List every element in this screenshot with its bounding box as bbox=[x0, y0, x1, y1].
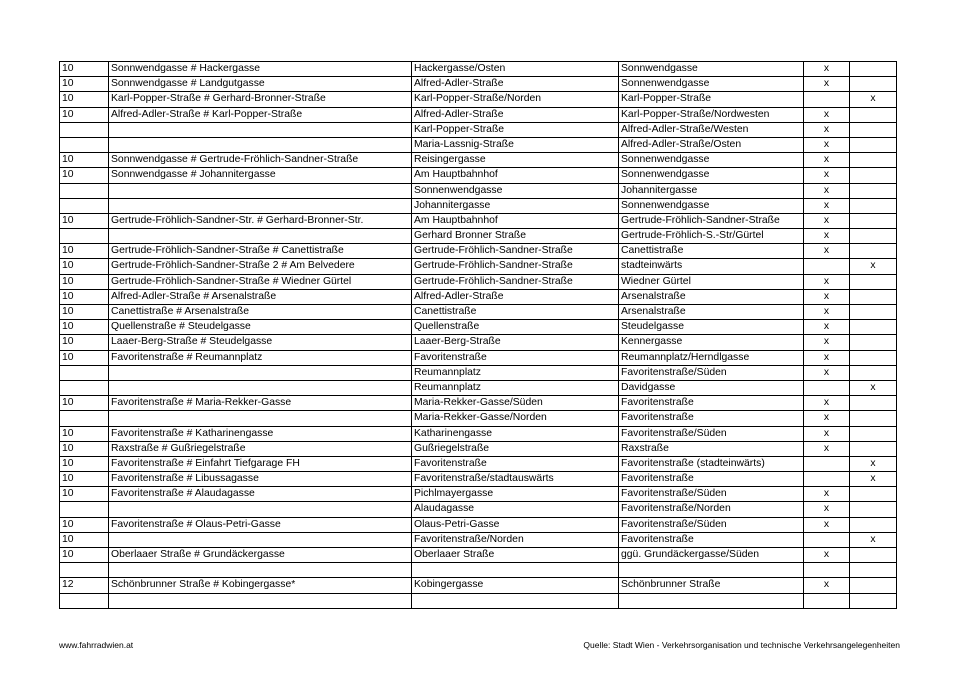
mark-b-cell bbox=[850, 396, 897, 411]
intersection-cell: Sonnwendgasse # Johannitergasse bbox=[109, 168, 412, 183]
from-street-cell: Favoritenstraße bbox=[412, 456, 619, 471]
mark-a-cell: x bbox=[804, 517, 850, 532]
district-cell: 10 bbox=[60, 305, 109, 320]
mark-a-cell: x bbox=[804, 365, 850, 380]
from-street-cell: Sonnenwendgasse bbox=[412, 183, 619, 198]
intersection-cell bbox=[109, 183, 412, 198]
mark-a-cell: x bbox=[804, 411, 850, 426]
mark-a-cell bbox=[804, 472, 850, 487]
mark-a-cell: x bbox=[804, 487, 850, 502]
to-street-cell: Sonnenwendgasse bbox=[619, 198, 804, 213]
to-street-cell: Steudelgasse bbox=[619, 320, 804, 335]
table-row bbox=[60, 183, 897, 198]
mark-a-cell bbox=[804, 456, 850, 471]
intersection-cell bbox=[109, 122, 412, 137]
table-row bbox=[60, 472, 897, 487]
district-cell: 10 bbox=[60, 350, 109, 365]
table-row bbox=[60, 320, 897, 335]
intersection-cell: Favoritenstraße # Einfahrt Tiefgarage FH bbox=[109, 456, 412, 471]
mark-a-cell: x bbox=[804, 198, 850, 213]
to-street-cell: Gertrude-Fröhlich-S.-Str/Gürtel bbox=[619, 229, 804, 244]
mark-b-cell bbox=[850, 502, 897, 517]
from-street-cell: Hackergasse/Osten bbox=[412, 62, 619, 77]
mark-a-cell: x bbox=[804, 289, 850, 304]
intersection-cell: Favoritenstraße # Libussagasse bbox=[109, 472, 412, 487]
table-body bbox=[60, 62, 897, 609]
mark-b-cell bbox=[850, 350, 897, 365]
district-cell bbox=[60, 502, 109, 517]
to-street-cell: stadteinwärts bbox=[619, 259, 804, 274]
mark-a-cell: x bbox=[804, 122, 850, 137]
from-street-cell: Favoritenstraße/Norden bbox=[412, 532, 619, 547]
intersection-cell bbox=[109, 137, 412, 152]
from-street-cell: Maria-Rekker-Gasse/Norden bbox=[412, 411, 619, 426]
district-cell: 10 bbox=[60, 259, 109, 274]
mark-a-cell bbox=[804, 563, 850, 578]
table-row bbox=[60, 229, 897, 244]
table-row bbox=[60, 305, 897, 320]
district-cell bbox=[60, 198, 109, 213]
mark-a-cell bbox=[804, 92, 850, 107]
from-street-cell: Quellenstraße bbox=[412, 320, 619, 335]
mark-a-cell bbox=[804, 532, 850, 547]
to-street-cell: Arsenalstraße bbox=[619, 305, 804, 320]
from-street-cell: Maria-Rekker-Gasse/Süden bbox=[412, 396, 619, 411]
intersection-cell bbox=[109, 411, 412, 426]
table-row bbox=[60, 532, 897, 547]
intersection-cell: Gertrude-Fröhlich-Sandner-Straße 2 # Am Belvedere bbox=[109, 259, 412, 274]
table-row bbox=[60, 259, 897, 274]
intersection-cell: Sonnwendgasse # Gertrude-Fröhlich-Sandner-Straße bbox=[109, 153, 412, 168]
to-street-cell: Favoritenstraße bbox=[619, 532, 804, 547]
mark-b-cell bbox=[850, 153, 897, 168]
mark-b-cell bbox=[850, 578, 897, 593]
intersection-cell: Gertrude-Fröhlich-Sandner-Str. # Gerhard-Bronner-Str. bbox=[109, 213, 412, 228]
mark-a-cell: x bbox=[804, 183, 850, 198]
from-street-cell: Alfred-Adler-Straße bbox=[412, 289, 619, 304]
district-cell: 10 bbox=[60, 168, 109, 183]
mark-b-cell bbox=[850, 426, 897, 441]
table-row bbox=[60, 456, 897, 471]
from-street-cell: Am Hauptbahnhof bbox=[412, 213, 619, 228]
mark-b-cell bbox=[850, 335, 897, 350]
table-row bbox=[60, 365, 897, 380]
mark-a-cell: x bbox=[804, 244, 850, 259]
mark-b-cell bbox=[850, 62, 897, 77]
to-street-cell: Karl-Popper-Straße/Nordwesten bbox=[619, 107, 804, 122]
mark-b-cell bbox=[850, 244, 897, 259]
table-row bbox=[60, 198, 897, 213]
table-row bbox=[60, 77, 897, 92]
table-row bbox=[60, 563, 897, 578]
mark-b-cell bbox=[850, 122, 897, 137]
table-row bbox=[60, 122, 897, 137]
from-street-cell: Canettistraße bbox=[412, 305, 619, 320]
district-cell: 10 bbox=[60, 396, 109, 411]
district-cell: 10 bbox=[60, 441, 109, 456]
from-street-cell: Gerhard Bronner Straße bbox=[412, 229, 619, 244]
table-row bbox=[60, 396, 897, 411]
mark-a-cell: x bbox=[804, 213, 850, 228]
intersection-cell: Alfred-Adler-Straße # Karl-Popper-Straße bbox=[109, 107, 412, 122]
district-cell: 10 bbox=[60, 517, 109, 532]
from-street-cell bbox=[412, 593, 619, 608]
table-row bbox=[60, 335, 897, 350]
district-cell: 10 bbox=[60, 335, 109, 350]
district-cell: 10 bbox=[60, 426, 109, 441]
mark-b-cell bbox=[850, 77, 897, 92]
mark-b-cell: x bbox=[850, 92, 897, 107]
district-cell: 10 bbox=[60, 548, 109, 563]
mark-a-cell: x bbox=[804, 107, 850, 122]
intersection-cell: Karl-Popper-Straße # Gerhard-Bronner-Straße bbox=[109, 92, 412, 107]
table-row bbox=[60, 107, 897, 122]
intersection-cell: Laaer-Berg-Straße # Steudelgasse bbox=[109, 335, 412, 350]
table-row bbox=[60, 593, 897, 608]
from-street-cell bbox=[412, 563, 619, 578]
intersection-cell bbox=[109, 502, 412, 517]
from-street-cell: Gußriegelstraße bbox=[412, 441, 619, 456]
mark-a-cell: x bbox=[804, 274, 850, 289]
intersection-cell: Oberlaaer Straße # Grundäckergasse bbox=[109, 548, 412, 563]
from-street-cell: Reumannplatz bbox=[412, 365, 619, 380]
mark-a-cell: x bbox=[804, 77, 850, 92]
district-cell: 10 bbox=[60, 62, 109, 77]
mark-a-cell bbox=[804, 380, 850, 395]
intersection-cell bbox=[109, 593, 412, 608]
from-street-cell: Katharinengasse bbox=[412, 426, 619, 441]
district-cell bbox=[60, 137, 109, 152]
district-cell: 10 bbox=[60, 472, 109, 487]
mark-a-cell: x bbox=[804, 350, 850, 365]
to-street-cell: Alfred-Adler-Straße/Westen bbox=[619, 122, 804, 137]
district-cell: 10 bbox=[60, 487, 109, 502]
table-row bbox=[60, 548, 897, 563]
intersection-cell: Favoritenstraße # Alaudagasse bbox=[109, 487, 412, 502]
intersection-table bbox=[59, 61, 897, 609]
table-row bbox=[60, 380, 897, 395]
intersection-cell bbox=[109, 365, 412, 380]
mark-a-cell: x bbox=[804, 153, 850, 168]
from-street-cell: Am Hauptbahnhof bbox=[412, 168, 619, 183]
from-street-cell: Alaudagasse bbox=[412, 502, 619, 517]
mark-b-cell bbox=[850, 198, 897, 213]
mark-b-cell bbox=[850, 213, 897, 228]
mark-b-cell bbox=[850, 274, 897, 289]
to-street-cell: Kennergasse bbox=[619, 335, 804, 350]
from-street-cell: Reumannplatz bbox=[412, 380, 619, 395]
to-street-cell: Favoritenstraße bbox=[619, 472, 804, 487]
mark-a-cell: x bbox=[804, 229, 850, 244]
mark-a-cell: x bbox=[804, 426, 850, 441]
table-row bbox=[60, 62, 897, 77]
district-cell bbox=[60, 229, 109, 244]
from-street-cell: Reisingergasse bbox=[412, 153, 619, 168]
intersection-cell bbox=[109, 198, 412, 213]
from-street-cell: Alfred-Adler-Straße bbox=[412, 77, 619, 92]
intersection-cell: Alfred-Adler-Straße # Arsenalstraße bbox=[109, 289, 412, 304]
mark-a-cell: x bbox=[804, 137, 850, 152]
from-street-cell: Karl-Popper-Straße bbox=[412, 122, 619, 137]
mark-b-cell bbox=[850, 183, 897, 198]
district-cell bbox=[60, 593, 109, 608]
intersection-cell: Favoritenstraße # Maria-Rekker-Gasse bbox=[109, 396, 412, 411]
district-cell: 10 bbox=[60, 92, 109, 107]
district-cell: 10 bbox=[60, 289, 109, 304]
to-street-cell: Alfred-Adler-Straße/Osten bbox=[619, 137, 804, 152]
to-street-cell: Johannitergasse bbox=[619, 183, 804, 198]
mark-b-cell bbox=[850, 411, 897, 426]
mark-b-cell: x bbox=[850, 472, 897, 487]
mark-b-cell bbox=[850, 107, 897, 122]
to-street-cell: Raxstraße bbox=[619, 441, 804, 456]
to-street-cell: Wiedner Gürtel bbox=[619, 274, 804, 289]
district-cell: 10 bbox=[60, 77, 109, 92]
mark-a-cell: x bbox=[804, 168, 850, 183]
table-row bbox=[60, 441, 897, 456]
intersection-cell: Schönbrunner Straße # Kobingergasse* bbox=[109, 578, 412, 593]
to-street-cell: Favoritenstraße/Norden bbox=[619, 502, 804, 517]
table-row bbox=[60, 168, 897, 183]
mark-b-cell: x bbox=[850, 532, 897, 547]
footer-website: www.fahrradwien.at bbox=[59, 640, 134, 650]
district-cell: 12 bbox=[60, 578, 109, 593]
mark-a-cell: x bbox=[804, 578, 850, 593]
district-cell: 10 bbox=[60, 456, 109, 471]
intersection-cell: Gertrude-Fröhlich-Sandner-Straße # Canettistraße bbox=[109, 244, 412, 259]
table-row bbox=[60, 244, 897, 259]
district-cell: 10 bbox=[60, 532, 109, 547]
intersection-cell: Favoritenstraße # Katharinengasse bbox=[109, 426, 412, 441]
from-street-cell: Favoritenstraße/stadtauswärts bbox=[412, 472, 619, 487]
to-street-cell: Favoritenstraße bbox=[619, 411, 804, 426]
to-street-cell: Schönbrunner Straße bbox=[619, 578, 804, 593]
mark-b-cell bbox=[850, 441, 897, 456]
mark-a-cell bbox=[804, 593, 850, 608]
from-street-cell: Gertrude-Fröhlich-Sandner-Straße bbox=[412, 244, 619, 259]
mark-a-cell: x bbox=[804, 502, 850, 517]
district-cell: 10 bbox=[60, 107, 109, 122]
from-street-cell: Alfred-Adler-Straße bbox=[412, 107, 619, 122]
intersection-cell: Sonnwendgasse # Landgutgasse bbox=[109, 77, 412, 92]
district-cell: 10 bbox=[60, 153, 109, 168]
intersection-cell bbox=[109, 532, 412, 547]
to-street-cell bbox=[619, 563, 804, 578]
intersection-cell: Favoritenstraße # Olaus-Petri-Gasse bbox=[109, 517, 412, 532]
from-street-cell: Laaer-Berg-Straße bbox=[412, 335, 619, 350]
district-cell bbox=[60, 365, 109, 380]
mark-a-cell: x bbox=[804, 396, 850, 411]
table-row bbox=[60, 92, 897, 107]
table-row bbox=[60, 426, 897, 441]
from-street-cell: Kobingergasse bbox=[412, 578, 619, 593]
intersection-cell: Quellenstraße # Steudelgasse bbox=[109, 320, 412, 335]
from-street-cell: Olaus-Petri-Gasse bbox=[412, 517, 619, 532]
to-street-cell: Reumannplatz/Herndlgasse bbox=[619, 350, 804, 365]
table-row bbox=[60, 517, 897, 532]
mark-b-cell bbox=[850, 548, 897, 563]
mark-b-cell bbox=[850, 320, 897, 335]
to-street-cell: Sonnenwendgasse bbox=[619, 168, 804, 183]
to-street-cell: Favoritenstraße/Süden bbox=[619, 426, 804, 441]
mark-b-cell bbox=[850, 365, 897, 380]
table-row bbox=[60, 153, 897, 168]
table-row bbox=[60, 502, 897, 517]
to-street-cell: Favoritenstraße/Süden bbox=[619, 487, 804, 502]
to-street-cell: Sonnenwendgasse bbox=[619, 153, 804, 168]
district-cell: 10 bbox=[60, 213, 109, 228]
table-row bbox=[60, 350, 897, 365]
mark-b-cell bbox=[850, 593, 897, 608]
to-street-cell: Sonnwendgasse bbox=[619, 62, 804, 77]
intersection-cell bbox=[109, 563, 412, 578]
district-cell bbox=[60, 380, 109, 395]
from-street-cell: Oberlaaer Straße bbox=[412, 548, 619, 563]
from-street-cell: Maria-Lassnig-Straße bbox=[412, 137, 619, 152]
district-cell bbox=[60, 122, 109, 137]
intersection-cell: Sonnwendgasse # Hackergasse bbox=[109, 62, 412, 77]
to-street-cell: Davidgasse bbox=[619, 380, 804, 395]
from-street-cell: Johannitergasse bbox=[412, 198, 619, 213]
intersection-cell: Favoritenstraße # Reumannplatz bbox=[109, 350, 412, 365]
mark-b-cell: x bbox=[850, 456, 897, 471]
district-cell: 10 bbox=[60, 274, 109, 289]
from-street-cell: Pichlmayergasse bbox=[412, 487, 619, 502]
mark-a-cell: x bbox=[804, 305, 850, 320]
to-street-cell: Sonnenwendgasse bbox=[619, 77, 804, 92]
to-street-cell: Favoritenstraße/Süden bbox=[619, 365, 804, 380]
district-cell bbox=[60, 183, 109, 198]
mark-b-cell: x bbox=[850, 259, 897, 274]
intersection-cell bbox=[109, 380, 412, 395]
mark-a-cell: x bbox=[804, 62, 850, 77]
table-row bbox=[60, 213, 897, 228]
table-row bbox=[60, 578, 897, 593]
mark-b-cell bbox=[850, 487, 897, 502]
to-street-cell: Karl-Popper-Straße bbox=[619, 92, 804, 107]
to-street-cell: Favoritenstraße/Süden bbox=[619, 517, 804, 532]
mark-b-cell bbox=[850, 517, 897, 532]
to-street-cell: Favoritenstraße (stadteinwärts) bbox=[619, 456, 804, 471]
table-row bbox=[60, 487, 897, 502]
district-cell bbox=[60, 563, 109, 578]
table-row bbox=[60, 274, 897, 289]
mark-a-cell: x bbox=[804, 320, 850, 335]
mark-b-cell bbox=[850, 229, 897, 244]
from-street-cell: Gertrude-Fröhlich-Sandner-Straße bbox=[412, 259, 619, 274]
to-street-cell bbox=[619, 593, 804, 608]
from-street-cell: Gertrude-Fröhlich-Sandner-Straße bbox=[412, 274, 619, 289]
mark-b-cell bbox=[850, 305, 897, 320]
intersection-cell: Gertrude-Fröhlich-Sandner-Straße # Wiedner Gürtel bbox=[109, 274, 412, 289]
footer-source: Quelle: Stadt Wien - Verkehrsorganisation und technische Verkehrsangelegenheiten bbox=[583, 640, 900, 650]
to-street-cell: Favoritenstraße bbox=[619, 396, 804, 411]
district-cell: 10 bbox=[60, 320, 109, 335]
mark-b-cell bbox=[850, 168, 897, 183]
district-cell bbox=[60, 411, 109, 426]
to-street-cell: Canettistraße bbox=[619, 244, 804, 259]
table-row bbox=[60, 289, 897, 304]
mark-b-cell bbox=[850, 289, 897, 304]
mark-b-cell bbox=[850, 137, 897, 152]
to-street-cell: Gertrude-Fröhlich-Sandner-Straße bbox=[619, 213, 804, 228]
mark-b-cell: x bbox=[850, 380, 897, 395]
mark-a-cell bbox=[804, 259, 850, 274]
intersection-cell bbox=[109, 229, 412, 244]
mark-a-cell: x bbox=[804, 441, 850, 456]
to-street-cell: ggü. Grundäckergasse/Süden bbox=[619, 548, 804, 563]
mark-b-cell bbox=[850, 563, 897, 578]
mark-a-cell: x bbox=[804, 335, 850, 350]
from-street-cell: Karl-Popper-Straße/Norden bbox=[412, 92, 619, 107]
intersection-cell: Raxstraße # Gußriegelstraße bbox=[109, 441, 412, 456]
from-street-cell: Favoritenstraße bbox=[412, 350, 619, 365]
intersection-cell: Canettistraße # Arsenalstraße bbox=[109, 305, 412, 320]
district-cell: 10 bbox=[60, 244, 109, 259]
mark-a-cell: x bbox=[804, 548, 850, 563]
table-row bbox=[60, 411, 897, 426]
to-street-cell: Arsenalstraße bbox=[619, 289, 804, 304]
table-row bbox=[60, 137, 897, 152]
